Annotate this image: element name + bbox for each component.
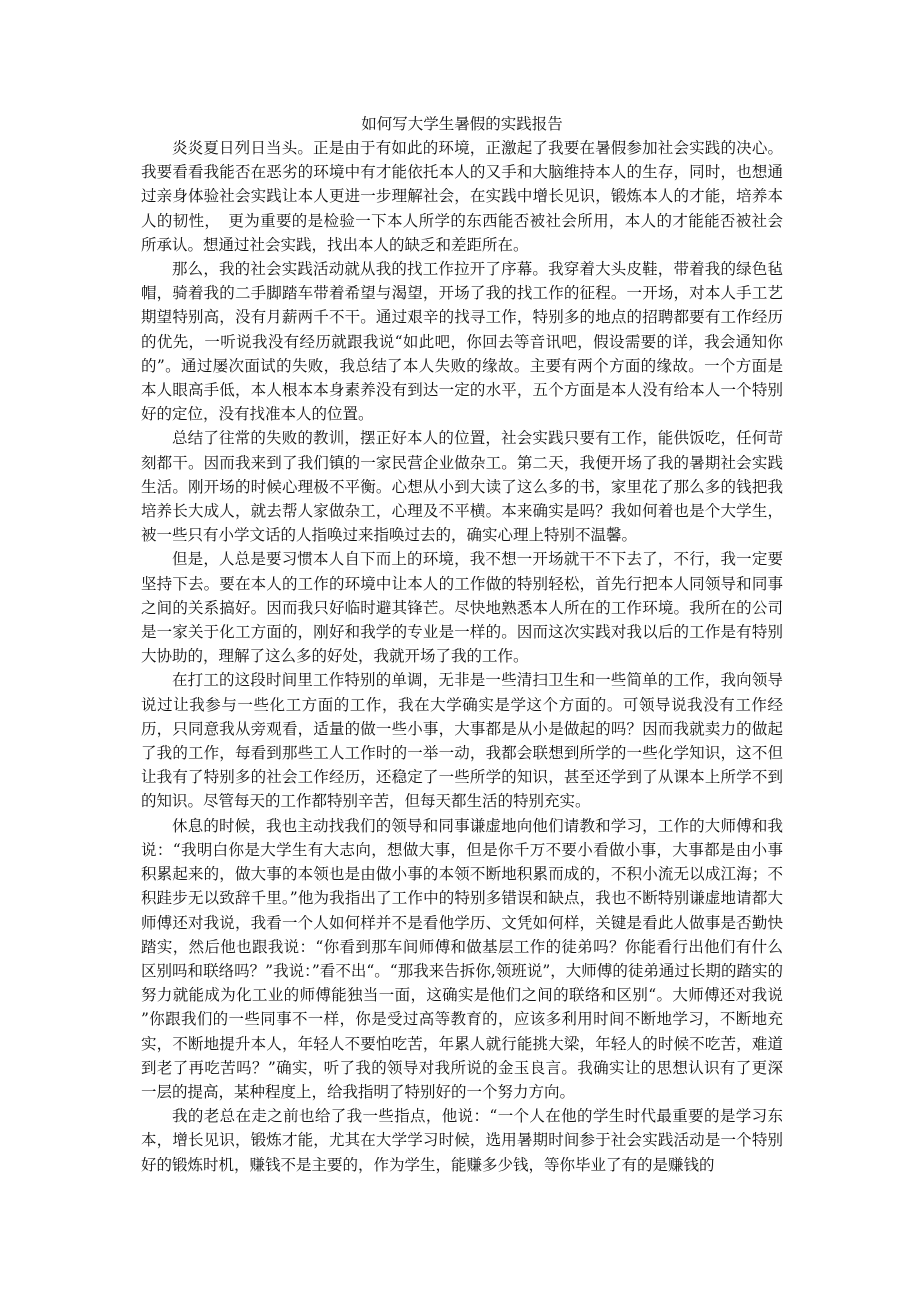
paragraph-4: 但是，人总是要习惯本人自下而上的环境，我不想一开场就干不下去了，不行，我一定要坚持下去。要在本人的工作的环境中让本人的工作做的特别轻松，首先行把本人同领导和同事之间的关系搞好。因而我只好临时避其锋芒。尽快地熟悉本人所在的工作环境。我所在的公司是一家关于化工方面的，刚好和我学的专业是一样的。因而这次实践对我以后的工作是有特别大协助的，理解了这么多的好处，我就开场了我的工作。 <box>141 550 783 666</box>
document-page <box>141 112 783 1177</box>
paragraph-6: 休息的时候，我也主动找我们的领导和同事谦虚地向他们请教和学习，工作的大师傅和我说：“我明白你是大学生有大志向，想做大事，但是你千万不要小看做小事，大事都是由小事积累起来的，做大事的本领也是由做小事的本领不断地积累而成的，不积小流无以成江海；不积跬步无以致辞千里。”他为我指出了工作中的特别多错误和缺点，我也不断特别谦虚地请都大师傅还对我说，我看一个人如何样并不是看他学历、文凭如何样，关键是看此人做事是否勤快踏实，然后他也跟我说：“你看到那车间师傅和做基层工作的徒弟吗？你能看行出他们有什么区别吗和联络吗？”我说：”看不出“。“那我来告拆你,领班说”，大师傅的徒弟通过长期的踏实的努力就能成为化工业的师傅能独当一面，这确实是他们之间的联络和区别“。大师傅还对我说 ”你跟我们的一些同事不一样，你是受过高等教育的，应该多利用时间不断地学习，不断地充实，不断地提升本人，年轻人不要怕吃苦，年累人就行能挑大梁，年轻人的时候不吃苦，难道到老了再吃苦吗？”确实，听了我的领导对我所说的金玉良言。我确实让的思想认识有了更深一层的提高，某种程度上，给我指明了特别好的一个努力方向。 <box>141 816 783 1101</box>
paragraph-3: 总结了往常的失败的教训，摆正好本人的位置，社会实践只要有工作，能供饭吃，任何苛刻都干。因而我来到了我们镇的一家民营企业做杂工。第二天，我便开场了我的暑期社会实践生活。刚开场的时候心理极不平衡。心想从小到大读了这么多的书，家里花了那么多的钱把我培养长大成人，就去帮人家做杂工，心理及不平横。本来确实是吗？我如何着也是个大学生，被一些只有小学文话的人指唤过来指唤过去的，确实心理上特别不温馨。 <box>141 429 783 545</box>
document-title: 如何写大学生暑假的实践报告 <box>361 115 563 133</box>
paragraph-7: 我的老总在走之前也给了我一些指点，他说：“一个人在他的学生时代最重要的是学习东本，增长见识，锻炼才能，尤其在大学学习时候，选用暑期时间参于社会实践活动是一个特别好的锻炼时机，赚钱不是主要的，作为学生，能赚多少钱，等你毕业了有的是赚钱的 <box>141 1107 783 1174</box>
paragraph-5: 在打工的这段时间里工作特别的单调，无非是一些清扫卫生和一些简单的工作，我向领导说过让我参与一些化工方面的工作，我在大学确实是学这个方面的。可领导说我没有工作经历，只同意我从旁观看，适量的做一些小事，大事都是从小是做起的吗？因而我就卖力的做起了我的工作，每看到那些工人工作时的一举一动，我都会联想到所学的一些化学知识，这不但让我有了特别多的社会工作经历，还稳定了一些所学的知识，甚至还学到了从课本上所学不到的知识。尽管每天的工作都特别辛苦，但每天都生活的特别充实。 <box>141 671 783 811</box>
paragraph-1: 炎炎夏日列日当头。正是由于有如此的环境，正激起了我要在暑假参加社会实践的决心。我要看看我能否在恶劣的环境中有才能依托本人的又手和大脑维持本人的生存，同时，也想通过亲身体验社会实践让本人更进一步理解社会，在实践中增长见识，锻炼本人的才能，培养本人的韧性， 更为重要的是检验一下本人所学的东西能否被社会所用，本人的才能能否被社会所承认。想通过社会实践，找出本人的缺乏和差距所在。 <box>141 139 783 254</box>
paragraph-2: 那么，我的社会实践活动就从我的找工作拉开了序幕。我穿着大头皮鞋，带着我的绿色毡帽，骑着我的二手脚踏车带着希望与渴望，开场了我的找工作的征程。一开场，对本人手工艺期望特别高，没有月薪两千不干。通过艰辛的找寻工作，特别多的地点的招聘都要有工作经历的优先，一听说我没有经历就跟我说“如此吧，你回去等音讯吧，假设需要的详，我会通知你的”。通过屡次面试的失败，我总结了本人失败的缘故。主要有两个方面的缘故。一个方面是本人眼高手低，本人根本本身素养没有到达一定的水平，五个方面是本人没有给本人一个特别好的定位，没有找准本人的位置。 <box>141 260 783 424</box>
